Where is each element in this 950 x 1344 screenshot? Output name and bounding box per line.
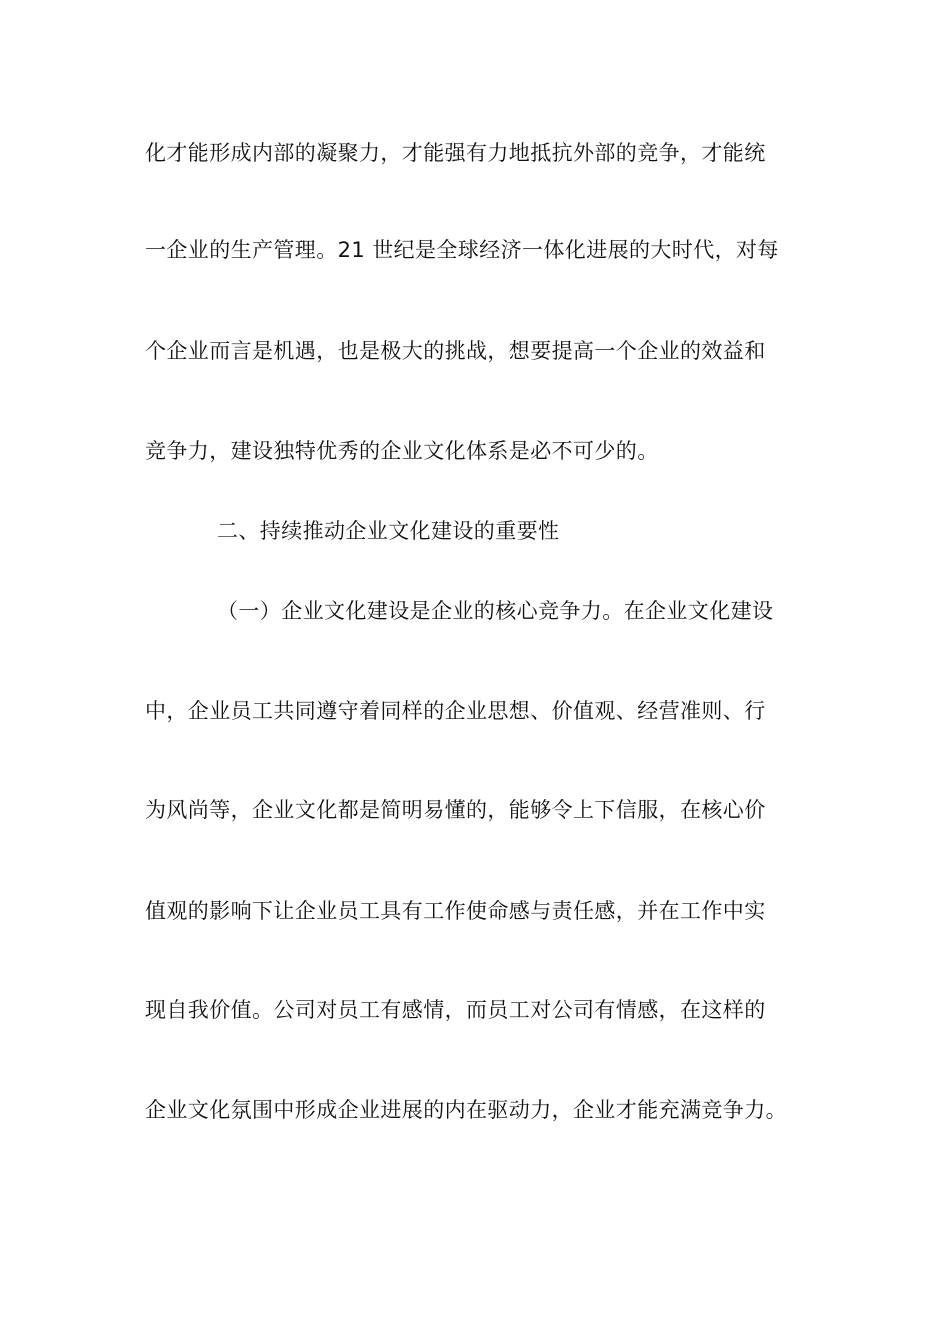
paragraph-2-line-6: 企业文化氛围中形成企业进展的内在驱动力，企业才能充满竞争力。 bbox=[145, 1098, 787, 1122]
paragraph-2-line-2: 中，企业员工共同遵守着同样的企业思想、价值观、经营准则、行 bbox=[145, 699, 766, 723]
paragraph-1-line-3: 个企业而言是机遇，也是极大的挑战，想要提高一个企业的效益和 bbox=[145, 339, 766, 363]
section-heading: 二、持续推动企业文化建设的重要性 bbox=[217, 519, 560, 543]
paragraph-1-line-4: 竞争力，建设独特优秀的企业文化体系是必不可少的。 bbox=[145, 439, 659, 463]
paragraph-2-line-5: 现自我价值。公司对员工有感情，而员工对公司有情感，在这样的 bbox=[145, 998, 766, 1022]
paragraph-2-line-3: 为风尚等，企业文化都是简明易懂的，能够令上下信服，在核心价 bbox=[145, 798, 766, 822]
paragraph-2-line-1: （一）企业文化建设是企业的核心竞争力。在企业文化建设 bbox=[217, 599, 774, 623]
paragraph-1-line-1: 化才能形成内部的凝聚力，才能强有力地抵抗外部的竞争，才能统 bbox=[145, 141, 766, 165]
paragraph-1-line-2: 一企业的生产管理。21 世纪是全球经济一体化进展的大时代，对每 bbox=[145, 238, 779, 262]
paragraph-2-line-4: 值观的影响下让企业员工具有工作使命感与责任感，并在工作中实 bbox=[145, 899, 766, 923]
